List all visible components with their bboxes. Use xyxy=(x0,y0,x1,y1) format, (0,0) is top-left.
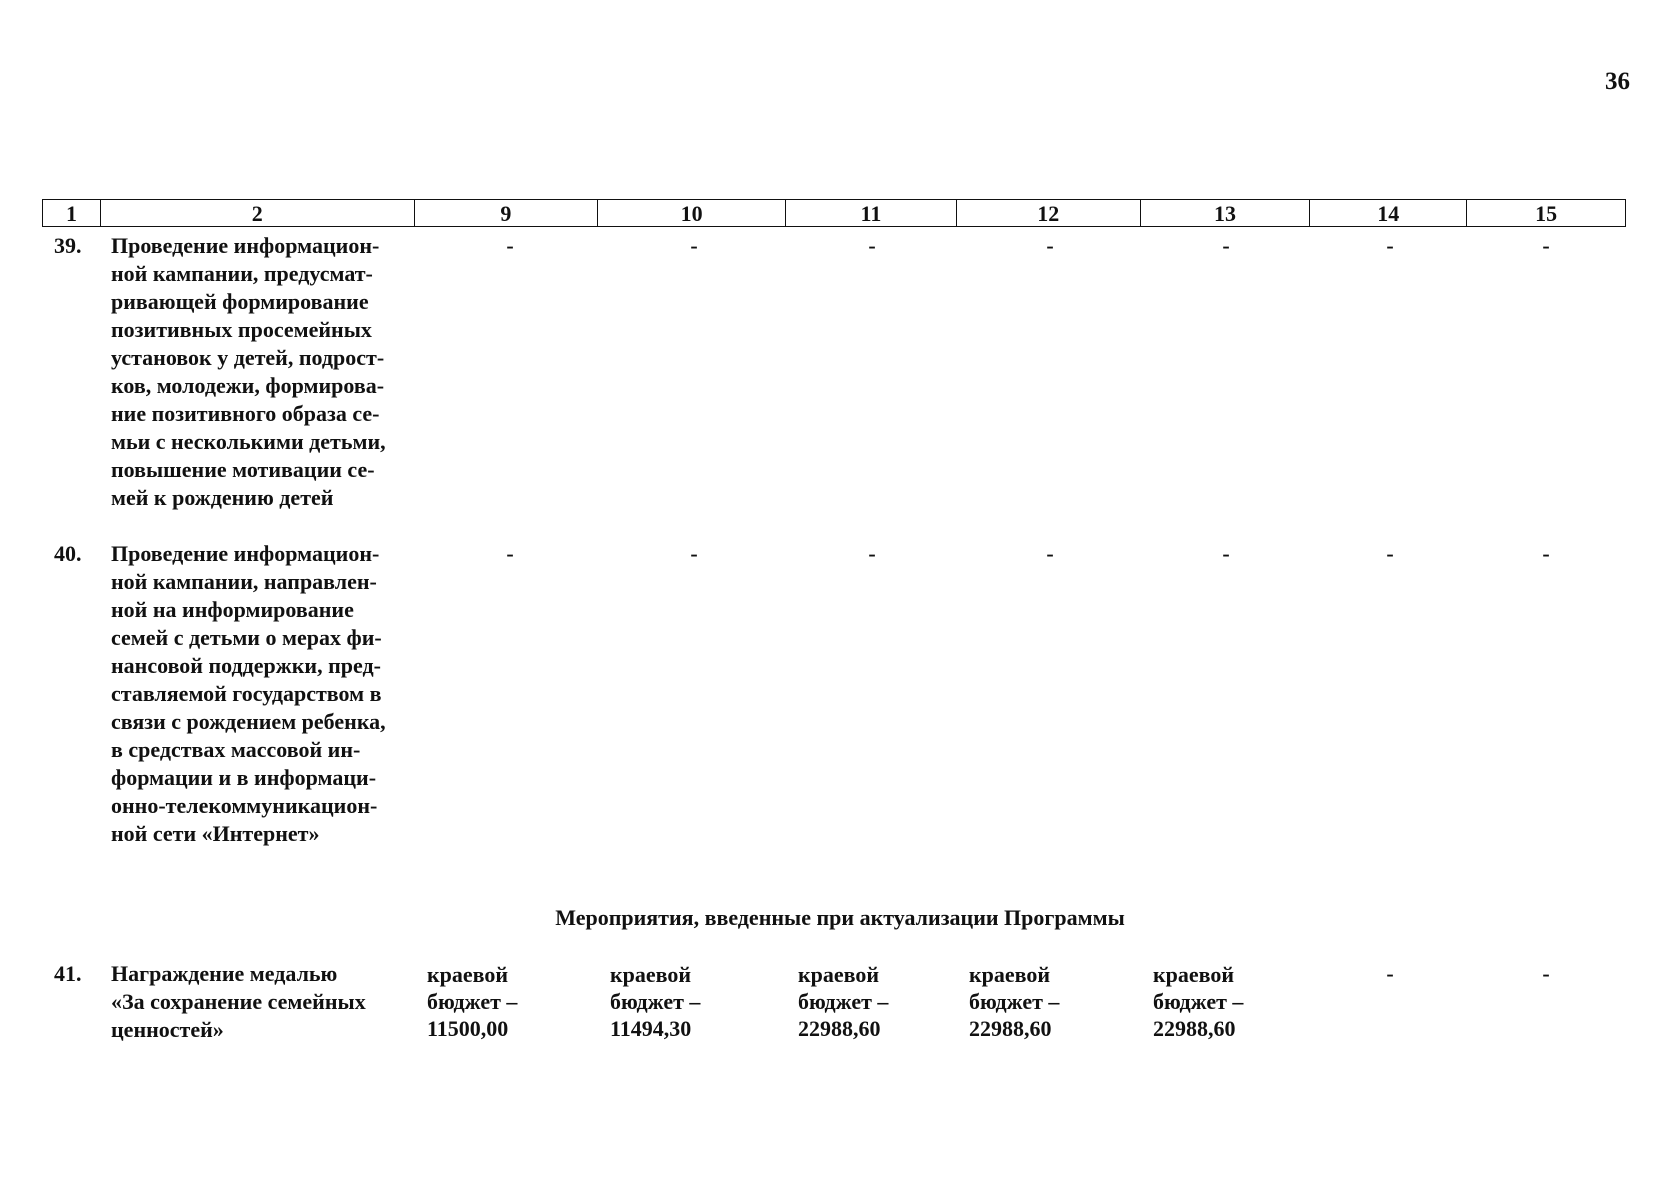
row-description-line: ной на информирование xyxy=(111,597,354,622)
row-description-line: позитивных просемейных xyxy=(111,317,372,342)
budget-label: бюджет – xyxy=(798,989,889,1014)
row-description-line: Награждение медалью xyxy=(111,961,338,986)
header-col-11: 11 xyxy=(786,200,957,226)
budget-amount: 22988,60 xyxy=(798,1016,881,1041)
value-col-11: - xyxy=(868,541,876,566)
budget-col-12 xyxy=(969,961,1119,1042)
row-description-line: установок у детей, подрост- xyxy=(111,345,385,370)
row-description-line: мей к рождению детей xyxy=(111,485,334,510)
row-description-line: ние позитивного образа се- xyxy=(111,401,380,426)
budget-amount: 11500,00 xyxy=(427,1016,509,1041)
value-col-10: - xyxy=(690,233,698,258)
row-description-line: «За сохранение семейных xyxy=(111,989,366,1014)
budget-label: бюджет – xyxy=(610,989,701,1014)
value-col-14: - xyxy=(1386,541,1394,566)
row-number: 40. xyxy=(54,541,82,566)
row-description-line: нансовой поддержки, пред- xyxy=(111,653,381,678)
row-description xyxy=(111,960,406,1044)
table-header xyxy=(42,199,1626,227)
row-description-line: ной сети «Интернет» xyxy=(111,821,320,846)
budget-label: бюджет – xyxy=(1153,989,1244,1014)
row-description-line: онно-телекоммуникацион- xyxy=(111,793,378,818)
value-col-13: - xyxy=(1222,233,1230,258)
row-description-line: формации и в информаци- xyxy=(111,765,377,790)
row-description-line: связи с рождением ребенка, xyxy=(111,709,386,734)
header-col-12: 12 xyxy=(957,200,1141,226)
row-description-line: мьи с несколькими детьми, xyxy=(111,429,386,454)
row-description-line: Проведение информацион- xyxy=(111,233,380,258)
row-number: 41. xyxy=(54,961,82,986)
budget-amount: 22988,60 xyxy=(969,1016,1052,1041)
budget-label: краевой xyxy=(610,962,692,987)
header-col-1: 1 xyxy=(43,200,101,226)
header-col-15: 15 xyxy=(1535,201,1558,226)
value-col-9: - xyxy=(506,233,514,258)
row-description xyxy=(111,540,406,848)
row-description-line: ков, молодежи, формирова- xyxy=(111,373,385,398)
budget-label: краевой xyxy=(427,962,509,987)
row-description-line: ной кампании, направлен- xyxy=(111,569,377,594)
row-description-line: ценностей» xyxy=(111,1017,224,1042)
row-number: 39. xyxy=(54,233,82,258)
value-col-12: - xyxy=(1046,233,1054,258)
value-col-15: - xyxy=(1542,233,1550,258)
header-col-9: 9 xyxy=(415,200,599,226)
budget-label: краевой xyxy=(969,962,1051,987)
header-col-2: 2 xyxy=(101,200,415,226)
budget-amount: 11494,30 xyxy=(610,1016,692,1041)
row-description-line: в средствах массовой ин- xyxy=(111,737,361,762)
value-col-14: - xyxy=(1386,233,1394,258)
row-description xyxy=(111,232,406,512)
budget-label: краевой xyxy=(1153,962,1235,987)
value-col-12: - xyxy=(1046,541,1054,566)
row-description-line: повышение мотивации се- xyxy=(111,457,375,482)
value-col-9: - xyxy=(506,541,514,566)
value-col-15: - xyxy=(1542,541,1550,566)
value-col-13: - xyxy=(1222,541,1230,566)
value-col-11: - xyxy=(868,233,876,258)
row-description-line: ставляемой государством в xyxy=(111,681,382,706)
row-description-line: Проведение информацион- xyxy=(111,541,380,566)
budget-col-9 xyxy=(427,961,577,1042)
budget-label: бюджет – xyxy=(969,989,1060,1014)
row-description-line: ной кампании, предусмат- xyxy=(111,261,373,286)
page-number: 36 xyxy=(1605,68,1630,95)
budget-col-11 xyxy=(798,961,948,1042)
row-description-line: ривающей формирование xyxy=(111,289,369,314)
value-col-15: - xyxy=(1542,961,1550,986)
header-col-14: 14 xyxy=(1310,200,1467,226)
row-description-line: семей с детьми о мерах фи- xyxy=(111,625,382,650)
value-col-10: - xyxy=(690,541,698,566)
value-col-14: - xyxy=(1386,961,1394,986)
header-col-10: 10 xyxy=(598,200,786,226)
header-col-13: 13 xyxy=(1141,200,1311,226)
section-title: Мероприятия, введенные при актуализации Программы xyxy=(555,905,1125,930)
budget-label: краевой xyxy=(798,962,880,987)
budget-col-10 xyxy=(610,961,760,1042)
budget-label: бюджет – xyxy=(427,989,518,1014)
budget-amount: 22988,60 xyxy=(1153,1016,1236,1041)
budget-col-13 xyxy=(1153,961,1303,1042)
